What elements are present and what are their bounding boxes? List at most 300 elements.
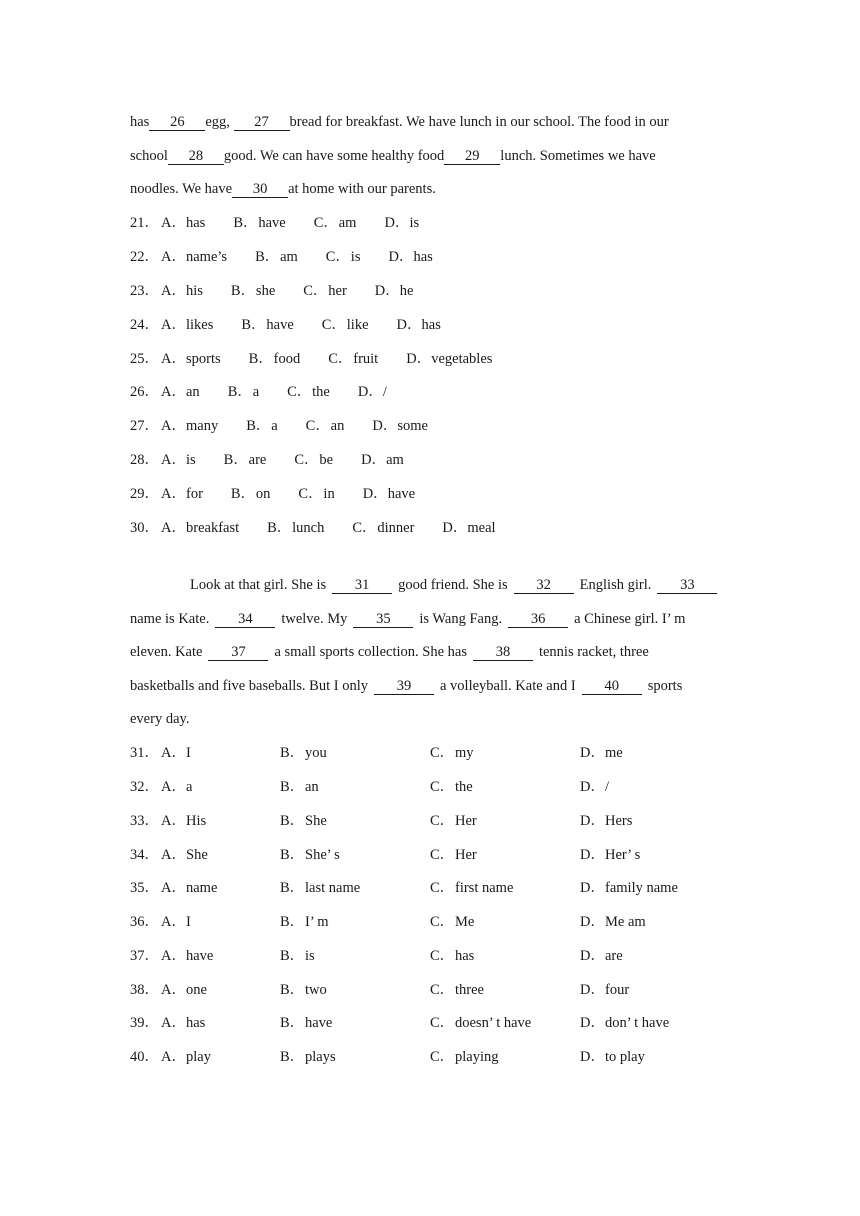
option-text: for xyxy=(186,486,203,502)
answer-option[interactable] xyxy=(442,518,495,538)
passage2-line-2 xyxy=(130,609,750,629)
passage-text: name is Kate. xyxy=(130,611,210,627)
answer-option[interactable] xyxy=(430,878,513,898)
answer-option[interactable] xyxy=(228,382,259,402)
answer-option[interactable] xyxy=(294,450,333,470)
option-text: she xyxy=(255,283,276,299)
answer-option[interactable] xyxy=(161,811,206,831)
passage-text: a volleyball. Kate and I xyxy=(440,678,576,694)
option-letter: B． xyxy=(233,215,258,231)
answer-option[interactable] xyxy=(358,382,387,402)
passage-text: good. We can have some healthy food xyxy=(223,148,445,164)
option-text: Her xyxy=(455,847,477,863)
question-number: 39． xyxy=(130,1015,159,1031)
option-text: has xyxy=(186,1015,206,1031)
option-letter: A． xyxy=(161,418,186,434)
answer-option[interactable] xyxy=(397,315,441,335)
option-letter: C． xyxy=(430,1015,455,1031)
option-text: on xyxy=(255,486,271,502)
option-letter: B． xyxy=(280,745,305,761)
option-letter: C． xyxy=(430,847,455,863)
option-text: he xyxy=(399,283,414,299)
option-letter: B． xyxy=(280,982,305,998)
option-text: me xyxy=(605,745,623,761)
option-letter: C． xyxy=(328,351,353,367)
option-text: plays xyxy=(305,1049,336,1065)
answer-option[interactable] xyxy=(322,315,369,335)
option-text: has xyxy=(455,948,475,964)
passage2-line-3 xyxy=(130,642,750,662)
answer-option[interactable] xyxy=(246,416,277,436)
option-text: Her’ s xyxy=(605,847,641,863)
option-text: has xyxy=(413,249,433,265)
blank-39: 39 xyxy=(374,678,434,695)
option-letter: B． xyxy=(227,384,252,400)
option-text: my xyxy=(455,745,474,761)
option-text: has xyxy=(186,215,206,231)
option-text: a xyxy=(271,418,278,434)
question-number: 29． xyxy=(130,486,159,502)
question-row xyxy=(130,1047,750,1067)
answer-option[interactable] xyxy=(249,349,301,369)
option-text: breakfast xyxy=(186,520,240,536)
option-letter: B． xyxy=(280,847,305,863)
passage-text: eleven. Kate xyxy=(130,644,203,660)
option-text: lunch xyxy=(292,520,325,536)
option-text: has xyxy=(421,317,441,333)
answer-option[interactable] xyxy=(267,518,324,538)
option-text: Me xyxy=(455,914,475,930)
option-text: four xyxy=(605,982,630,998)
blank-30: 30 xyxy=(232,181,288,198)
passage-text: a small sports collection. She has xyxy=(274,644,467,660)
option-letter: D． xyxy=(396,317,422,333)
question-number: 36． xyxy=(130,914,159,930)
answer-option[interactable] xyxy=(580,1047,645,1067)
answer-option[interactable] xyxy=(430,743,474,763)
option-text: don’ t have xyxy=(605,1015,670,1031)
question-number: 28． xyxy=(130,452,159,468)
answer-option[interactable] xyxy=(255,247,298,267)
answer-option[interactable] xyxy=(280,743,327,763)
option-letter: B． xyxy=(248,351,273,367)
question-number: 22． xyxy=(130,249,159,265)
option-text: name xyxy=(186,880,218,896)
option-letter: A． xyxy=(161,779,186,795)
option-text: are xyxy=(605,948,623,964)
option-letter: A． xyxy=(161,351,186,367)
option-letter: B． xyxy=(280,1015,305,1031)
passage1-line-1 xyxy=(130,112,750,132)
answer-option[interactable] xyxy=(406,349,492,369)
passage-text: English girl. xyxy=(579,577,652,593)
blank-37: 37 xyxy=(208,644,268,661)
option-text: play xyxy=(186,1049,211,1065)
question-row xyxy=(130,811,750,831)
option-text: is xyxy=(186,452,196,468)
option-letter: D． xyxy=(374,283,400,299)
answer-option[interactable] xyxy=(161,878,217,898)
option-text: am xyxy=(338,215,357,231)
option-text: doesn’ t have xyxy=(455,1015,532,1031)
passage-text: school xyxy=(130,148,168,164)
option-letter: D． xyxy=(580,880,605,896)
answer-option[interactable] xyxy=(161,946,213,966)
answer-option[interactable] xyxy=(580,845,640,865)
option-letter: B． xyxy=(280,779,305,795)
passage-text: tennis racket, three xyxy=(538,644,649,660)
option-letter: D． xyxy=(384,215,410,231)
answer-option[interactable] xyxy=(287,382,330,402)
answer-option[interactable] xyxy=(231,281,275,301)
option-text: am xyxy=(280,249,298,265)
passage2-line-5 xyxy=(130,709,750,729)
option-text: She xyxy=(186,847,208,863)
option-letter: D． xyxy=(362,486,388,502)
option-text: / xyxy=(605,779,610,795)
question-row xyxy=(130,349,750,369)
answer-option[interactable] xyxy=(580,946,623,966)
option-text: have xyxy=(266,317,294,333)
question-row xyxy=(130,247,750,267)
question-row xyxy=(130,1013,750,1033)
option-letter: B． xyxy=(230,486,256,502)
answer-option[interactable] xyxy=(161,1013,205,1033)
passage-text: Look at that girl. She is xyxy=(190,577,327,593)
option-letter: C． xyxy=(430,1049,455,1065)
option-text: have xyxy=(258,215,286,231)
answer-option[interactable] xyxy=(161,247,227,267)
option-text: a xyxy=(186,779,193,795)
option-text: have xyxy=(387,486,416,502)
answer-option[interactable] xyxy=(430,845,477,865)
answer-option[interactable] xyxy=(161,315,213,335)
option-letter: D． xyxy=(388,249,414,265)
question-number: 32． xyxy=(130,779,159,795)
option-letter: A． xyxy=(161,847,186,863)
option-letter: D． xyxy=(580,948,605,964)
option-letter: D． xyxy=(580,982,605,998)
option-text: her xyxy=(328,283,347,299)
option-letter: C． xyxy=(305,418,330,434)
option-text: dinner xyxy=(377,520,415,536)
option-text: She’ s xyxy=(305,847,340,863)
question-row xyxy=(130,484,750,504)
answer-option[interactable] xyxy=(580,1013,669,1033)
answer-option[interactable] xyxy=(161,1047,211,1067)
passage-text: every day. xyxy=(130,711,190,727)
question-number: 31． xyxy=(130,745,159,761)
answer-option[interactable] xyxy=(161,281,203,301)
passage-text: is Wang Fang. xyxy=(419,611,503,627)
answer-option[interactable] xyxy=(388,247,432,267)
option-letter: D． xyxy=(580,813,605,829)
answer-option[interactable] xyxy=(326,247,361,267)
question-number: 21． xyxy=(130,215,159,231)
option-text: is xyxy=(350,249,361,265)
blank-40: 40 xyxy=(582,678,642,695)
passage1-line-2 xyxy=(130,146,750,166)
question-row xyxy=(130,743,750,763)
option-letter: D． xyxy=(406,351,432,367)
passage-text: twelve. My xyxy=(281,611,348,627)
answer-option[interactable] xyxy=(280,912,329,932)
answer-option[interactable] xyxy=(298,484,334,504)
option-text: fruit xyxy=(353,351,379,367)
answer-option[interactable] xyxy=(280,980,327,1000)
answer-option[interactable] xyxy=(161,484,203,504)
question-row xyxy=(130,777,750,797)
option-letter: A． xyxy=(161,384,186,400)
option-letter: A． xyxy=(161,745,186,761)
passage-text: lunch. Sometimes we have xyxy=(500,148,656,164)
option-letter: B． xyxy=(280,813,305,829)
option-text: Me am xyxy=(605,914,646,930)
option-letter: D． xyxy=(372,418,398,434)
option-text: I xyxy=(186,745,191,761)
option-letter: A． xyxy=(161,813,186,829)
answer-option[interactable] xyxy=(161,845,208,865)
question-number: 26． xyxy=(130,384,159,400)
answer-option[interactable] xyxy=(161,777,192,797)
answer-option[interactable] xyxy=(375,281,414,301)
answer-option[interactable] xyxy=(161,349,221,369)
answer-option[interactable] xyxy=(430,912,474,932)
blank-29: 29 xyxy=(444,148,500,165)
option-letter: C． xyxy=(298,486,323,502)
blank-34: 34 xyxy=(215,611,275,628)
option-letter: D． xyxy=(361,452,387,468)
option-letter: C． xyxy=(430,745,455,761)
question-number: 30． xyxy=(130,520,159,536)
blank-38: 38 xyxy=(473,644,533,661)
option-letter: A． xyxy=(161,982,186,998)
answer-option[interactable] xyxy=(161,416,218,436)
blank-31: 31 xyxy=(332,577,392,594)
option-letter: C． xyxy=(294,452,319,468)
answer-option[interactable] xyxy=(580,777,609,797)
option-letter: A． xyxy=(161,880,186,896)
answer-option[interactable] xyxy=(303,281,347,301)
option-text: the xyxy=(455,779,473,795)
question-row xyxy=(130,518,750,538)
answer-option[interactable] xyxy=(161,980,207,1000)
option-text: food xyxy=(273,351,301,367)
option-letter: D． xyxy=(580,745,605,761)
question-row xyxy=(130,878,750,898)
answer-option[interactable] xyxy=(580,811,632,831)
option-text: you xyxy=(305,745,327,761)
answer-option[interactable] xyxy=(241,315,293,335)
question-number: 40． xyxy=(130,1049,159,1065)
option-letter: C． xyxy=(430,982,455,998)
option-text: am xyxy=(386,452,404,468)
option-text: is xyxy=(409,215,420,231)
blank-28: 28 xyxy=(168,148,224,165)
blank-36: 36 xyxy=(508,611,568,628)
answer-option[interactable] xyxy=(280,811,327,831)
option-text: playing xyxy=(455,1049,499,1065)
option-text: Hers xyxy=(605,813,633,829)
answer-option[interactable] xyxy=(231,484,271,504)
answer-option[interactable] xyxy=(580,878,678,898)
passage-text: good friend. She is xyxy=(398,577,508,593)
question-number: 35． xyxy=(130,880,159,896)
option-text: His xyxy=(186,813,207,829)
answer-option[interactable] xyxy=(363,484,415,504)
option-letter: D． xyxy=(580,779,605,795)
option-text: Her xyxy=(455,813,477,829)
option-letter: C． xyxy=(313,215,338,231)
option-text: two xyxy=(305,982,327,998)
question-number: 34． xyxy=(130,847,159,863)
option-letter: D． xyxy=(580,847,605,863)
option-letter: B． xyxy=(267,520,292,536)
answer-option[interactable] xyxy=(580,743,623,763)
option-letter: A． xyxy=(161,452,186,468)
answer-option[interactable] xyxy=(314,213,357,233)
answer-option[interactable] xyxy=(280,777,319,797)
answer-option[interactable] xyxy=(161,382,200,402)
answer-option[interactable] xyxy=(161,450,196,470)
answer-option[interactable] xyxy=(161,743,191,763)
answer-option[interactable] xyxy=(430,1047,499,1067)
option-letter: A． xyxy=(161,317,186,333)
passage2-line-1 xyxy=(130,575,810,595)
answer-option[interactable] xyxy=(361,450,404,470)
answer-option[interactable] xyxy=(161,213,205,233)
option-text: a xyxy=(252,384,260,400)
option-letter: C． xyxy=(430,914,455,930)
option-text: three xyxy=(455,982,484,998)
option-letter: B． xyxy=(230,283,256,299)
question-row xyxy=(130,213,750,233)
question-row xyxy=(130,382,750,402)
blank-33: 33 xyxy=(657,577,717,594)
option-text: vegetables xyxy=(431,351,493,367)
option-text: like xyxy=(346,317,369,333)
option-letter: D． xyxy=(580,914,605,930)
option-letter: A． xyxy=(161,948,186,964)
option-text: name’s xyxy=(186,249,228,265)
answer-option[interactable] xyxy=(224,450,267,470)
answer-option[interactable] xyxy=(280,1013,332,1033)
option-text: an xyxy=(305,779,319,795)
option-text: have xyxy=(305,1015,333,1031)
option-text: family name xyxy=(605,880,678,896)
option-text: meal xyxy=(467,520,496,536)
option-letter: C． xyxy=(430,779,455,795)
answer-option[interactable] xyxy=(430,1013,531,1033)
passage-text: at home with our parents. xyxy=(288,181,436,197)
passage-text: sports xyxy=(647,678,683,694)
answer-option[interactable] xyxy=(430,946,474,966)
question-row xyxy=(130,980,750,1000)
question-number: 23． xyxy=(130,283,159,299)
blank-26: 26 xyxy=(149,114,205,131)
answer-option[interactable] xyxy=(580,912,646,932)
option-text: / xyxy=(382,384,387,400)
question-number: 24． xyxy=(130,317,159,333)
option-letter: A． xyxy=(161,283,186,299)
blank-27: 27 xyxy=(234,114,290,131)
option-text: in xyxy=(323,486,335,502)
option-letter: D． xyxy=(580,1049,605,1065)
option-text: some xyxy=(397,418,428,434)
option-letter: C． xyxy=(430,813,455,829)
answer-option[interactable] xyxy=(161,912,191,932)
option-letter: C． xyxy=(430,948,455,964)
answer-option[interactable] xyxy=(280,1047,336,1067)
option-text: are xyxy=(248,452,267,468)
option-letter: B． xyxy=(255,249,280,265)
option-text: his xyxy=(186,283,203,299)
passage-text: a Chinese girl. I’ m xyxy=(574,611,686,627)
question-row xyxy=(130,912,750,932)
question-row xyxy=(130,416,750,436)
answer-option[interactable] xyxy=(233,213,285,233)
question-number: 33． xyxy=(130,813,159,829)
option-text: many xyxy=(186,418,219,434)
answer-option[interactable] xyxy=(430,980,484,1000)
blank-35: 35 xyxy=(353,611,413,628)
answer-option[interactable] xyxy=(384,213,419,233)
answer-option[interactable] xyxy=(372,416,428,436)
option-text: She xyxy=(305,813,327,829)
answer-option[interactable] xyxy=(430,811,477,831)
option-text: sports xyxy=(186,351,221,367)
option-letter: C． xyxy=(325,249,350,265)
option-letter: D． xyxy=(357,384,383,400)
option-letter: B． xyxy=(280,880,305,896)
answer-option[interactable] xyxy=(306,416,345,436)
answer-option[interactable] xyxy=(161,518,239,538)
option-text: first name xyxy=(455,880,514,896)
option-letter: C． xyxy=(321,317,346,333)
answer-option[interactable] xyxy=(580,980,629,1000)
option-letter: B． xyxy=(280,914,305,930)
option-letter: A． xyxy=(161,1015,186,1031)
answer-option[interactable] xyxy=(280,946,315,966)
question-row xyxy=(130,315,750,335)
question-row xyxy=(130,281,750,301)
answer-option[interactable] xyxy=(430,777,473,797)
question-number: 25． xyxy=(130,351,159,367)
answer-option[interactable] xyxy=(352,518,414,538)
passage-text: bread for breakfast. We have lunch in our school. The food in our xyxy=(289,114,669,130)
question-number: 37． xyxy=(130,948,159,964)
option-letter: A． xyxy=(161,520,186,536)
option-letter: D． xyxy=(580,1015,605,1031)
option-text: I xyxy=(186,914,191,930)
option-letter: D． xyxy=(442,520,468,536)
question-row xyxy=(130,450,750,470)
answer-option[interactable] xyxy=(280,845,340,865)
option-letter: A． xyxy=(161,914,186,930)
option-text: last name xyxy=(305,880,361,896)
option-text: the xyxy=(312,384,330,400)
question-number: 38． xyxy=(130,982,159,998)
passage-text: noodles. We have xyxy=(130,181,233,197)
answer-option[interactable] xyxy=(280,878,360,898)
passage2-line-4 xyxy=(130,676,750,696)
option-text: an xyxy=(186,384,200,400)
question-row xyxy=(130,845,750,865)
passage-text: egg, xyxy=(205,114,234,130)
option-letter: B． xyxy=(246,418,271,434)
option-letter: A． xyxy=(161,1049,186,1065)
answer-option[interactable] xyxy=(328,349,378,369)
